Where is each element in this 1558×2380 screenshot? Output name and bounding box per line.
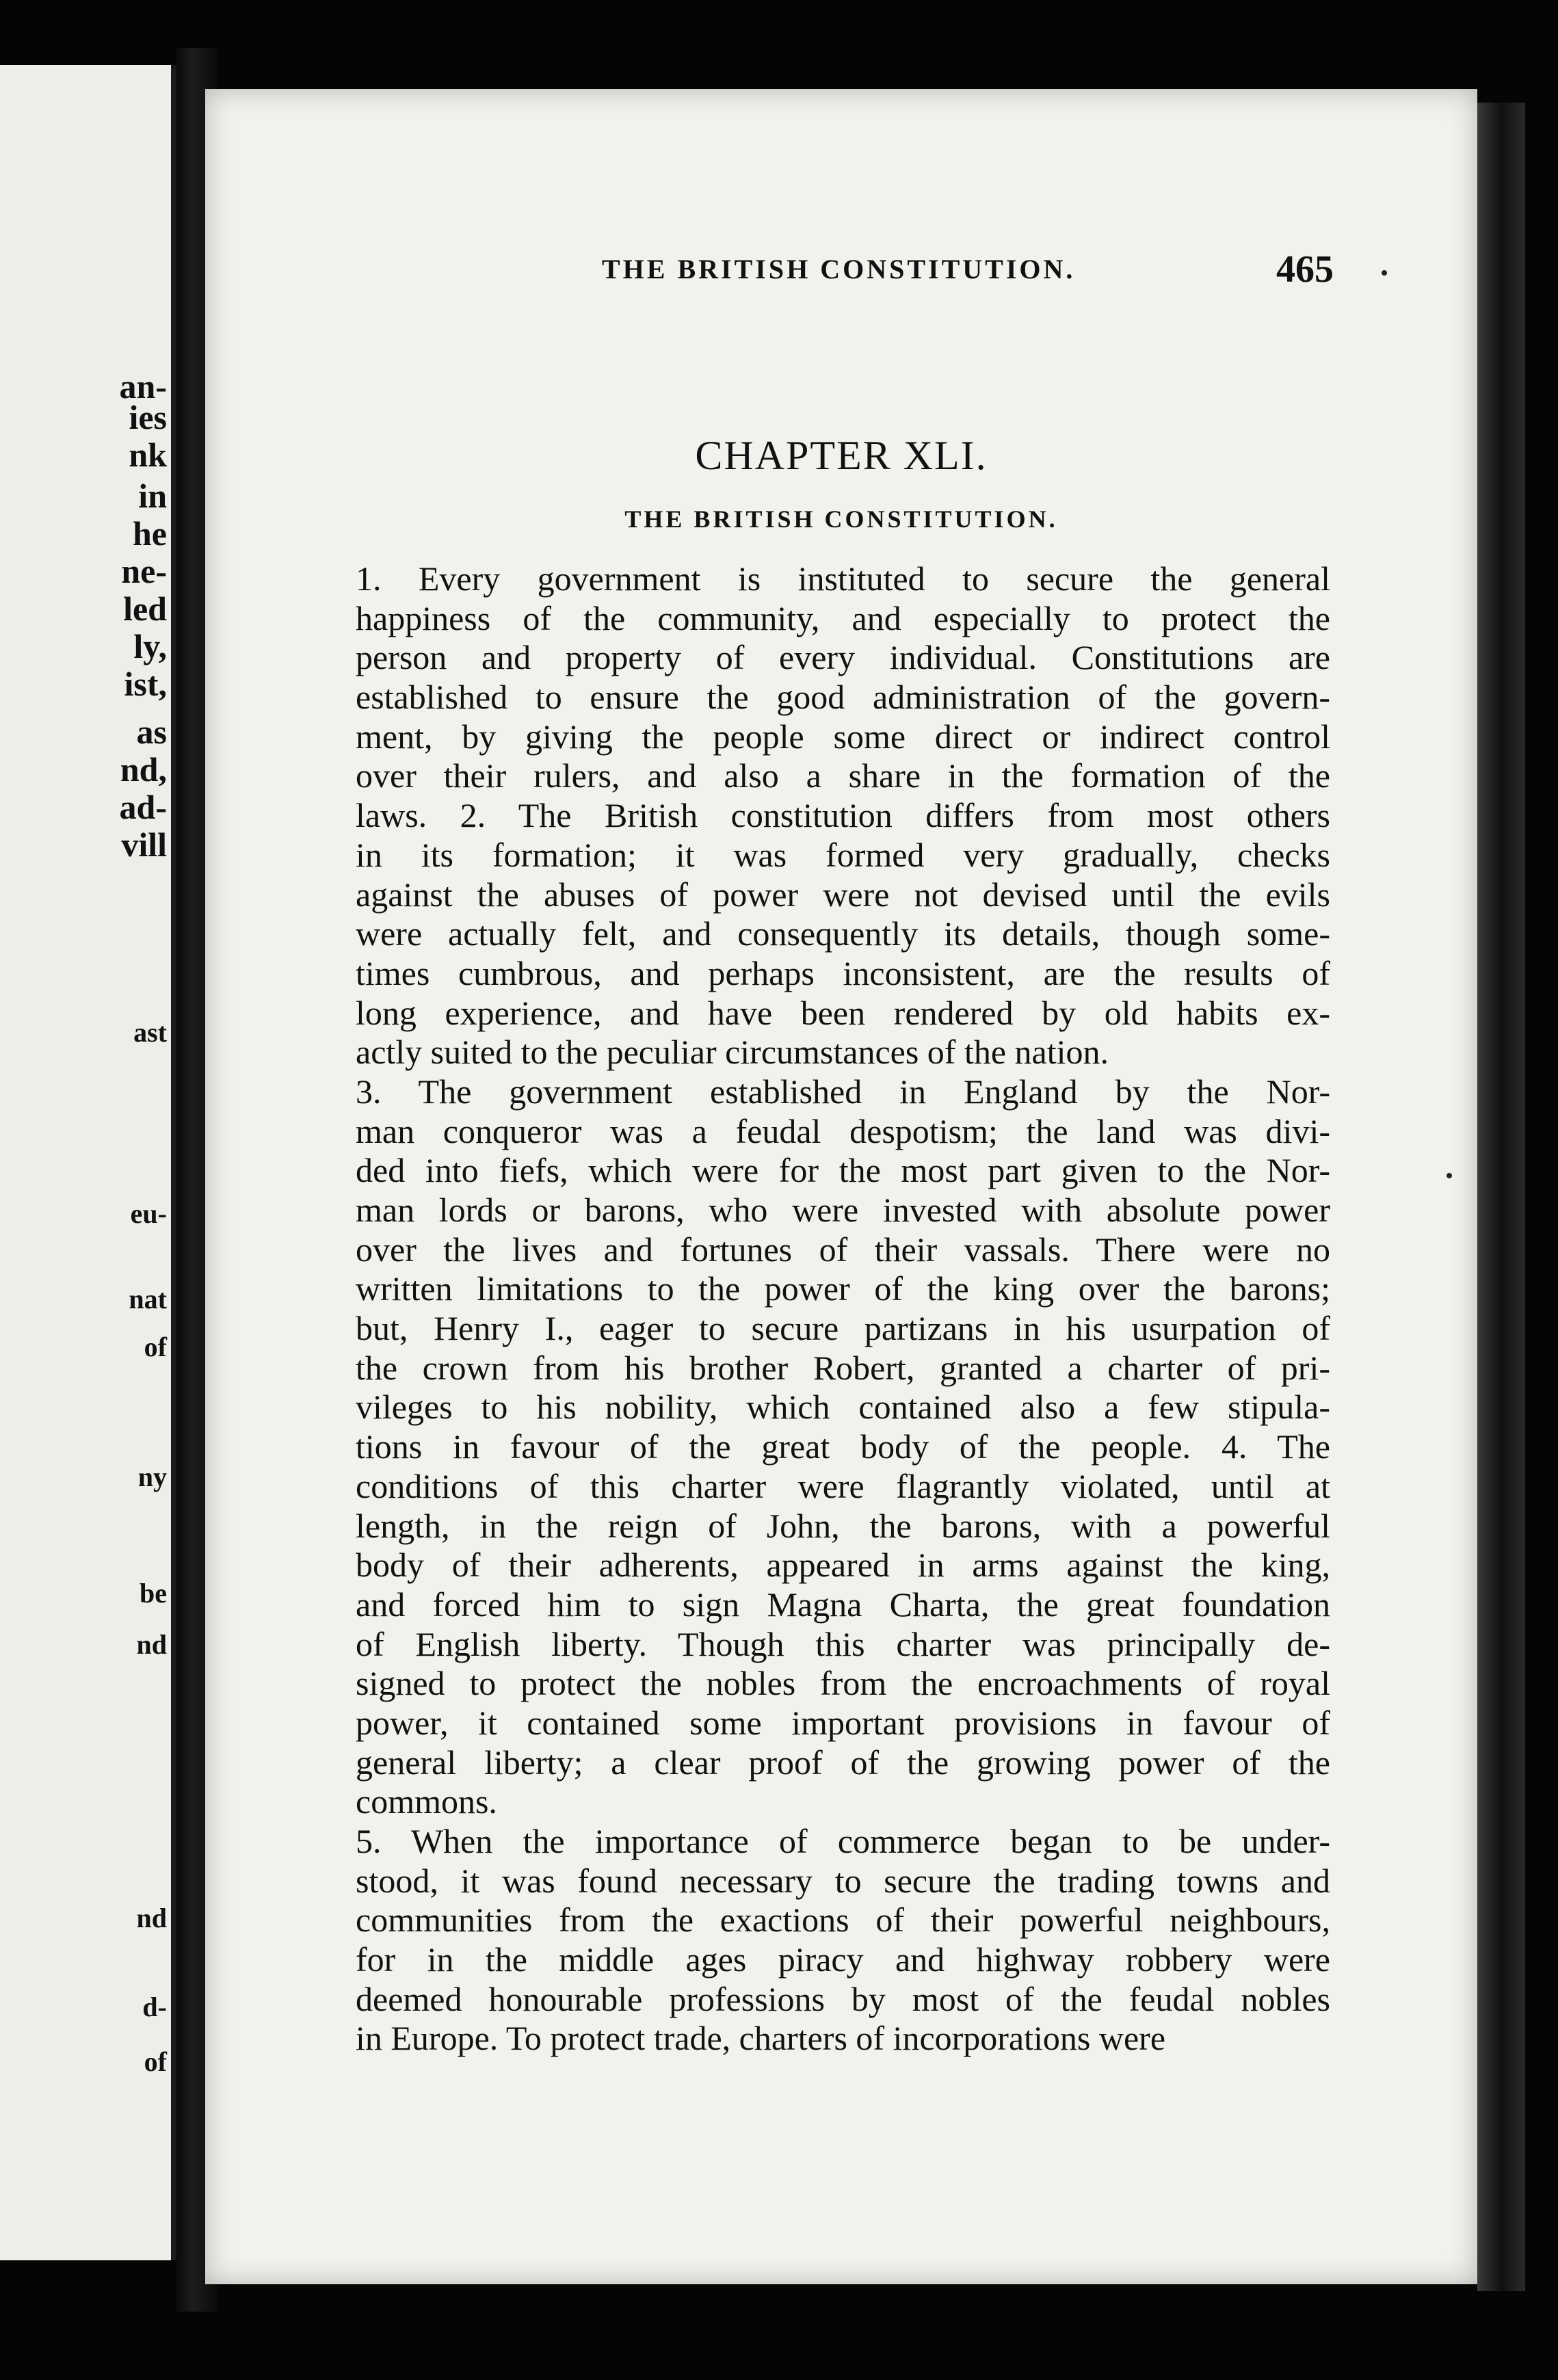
chapter-title: CHAPTER XLI. [695,433,988,478]
text-line: were actually felt, and consequently its details, though some- [356,914,1330,953]
text-line: in Europe. To protect trade, charters of incorporations were [356,2019,1166,2058]
text-line: the crown from his brother Robert, granted a charter of pri- [356,1348,1330,1387]
text-line: signed to protect the nobles from the encroachments of royal [356,1664,1330,1703]
text-line: conditions of this charter were flagrantly violated, until at [356,1466,1330,1505]
text-line: length, in the reign of John, the barons, with a powerful [356,1506,1330,1545]
text-line: written limitations to the power of the king over the barons; [356,1269,1330,1308]
left-page-fragment-text: nat [129,1284,167,1314]
text-line: general liberty; a clear proof of the growing power of the [356,1743,1330,1782]
text-line: power, it contained some important provisions in favour of [356,1703,1330,1742]
scan-speck [1447,1173,1452,1178]
text-line: ment, by giving the people some direct or indirect control [356,717,1330,756]
text-line: times cumbrous, and perhaps inconsistent, are the results of [356,953,1330,992]
page-number: 465 [1276,248,1334,291]
left-page-fragment-text: as [136,713,167,751]
chapter-subtitle: THE BRITISH CONSTITUTION. [624,505,1058,533]
left-page-fragment-text: eu- [130,1198,167,1229]
left-page-fragment-text: d- [142,1992,167,2022]
text-line: over their rulers, and also a share in the formation of the [356,756,1330,795]
text-line: actly suited to the peculiar circumstances of the nation. [356,1033,1109,1072]
text-line: but, Henry I., eager to secure partizans in his usurpation of [356,1309,1330,1348]
left-page-fragment-text: vill [121,825,167,864]
text-line: man lords or barons, who were invested with absolute power [356,1191,1330,1229]
left-page-fragment-text: nd, [120,750,167,789]
text-line: vileges to his nobility, which contained also a few stipula- [356,1388,1330,1427]
text-line: tions in favour of the great body of the people. 4. The [356,1427,1330,1466]
text-line: long experience, and have been rendered by old habits ex- [356,993,1330,1032]
text-line: communities from the exactions of their powerful neighbours, [356,1901,1330,1940]
left-page-fragment-text: an- [119,367,167,406]
text-line: body of their adherents, appeared in arms against the king, [356,1546,1330,1585]
text-line: over the lives and fortunes of their vassals. There were no [356,1230,1330,1269]
left-page-fragment-text: ny [137,1462,167,1492]
text-line: established to ensure the good administration of the govern- [356,678,1330,717]
left-page-fragment-text: ne- [121,552,167,590]
text-line: commons. [356,1782,497,1821]
text-line: 1. Every government is instituted to secure the general [356,559,1330,598]
scan-speck [1382,270,1387,276]
left-page-fragment-text: ast [133,1017,167,1048]
text-line: person and property of every individual. Constitutions are [356,638,1330,677]
text-line: deemed honourable professions by most of the feudal nobles [356,1979,1330,2018]
text-line: in its formation; it was formed very gradually, checks [356,835,1330,874]
left-page-fragment-text: nd [136,1629,167,1660]
text-line: for in the middle ages piracy and highway robbery were [356,1940,1330,1979]
left-page-fragment-text: ly, [133,627,167,665]
body-text [356,559,1330,2059]
left-page-fragment-text: in [138,477,167,515]
left-page-fragment-text: of [144,2046,167,2077]
text-line: stood, it was found necessary to secure the trading towns and [356,1861,1330,1900]
left-page-fragment-text: ist, [124,665,167,703]
left-page-fragment-text: ies [129,398,167,436]
text-line: and forced him to sign Magna Charta, the great foundation [356,1585,1330,1624]
text-line: laws. 2. The British constitution differs from most others [356,796,1330,835]
running-head-title: THE BRITISH CONSTITUTION. [602,254,1076,285]
text-line: 5. When the importance of commerce began to be under- [356,1822,1330,1860]
text-line: against the abuses of power were not devised until the evils [356,875,1330,914]
left-page-fragment-text: ad- [119,788,167,826]
left-page-fragment-text: be [140,1578,167,1609]
text-line: man conqueror was a feudal despotism; the land was divi- [356,1111,1330,1150]
page-edge-shadow [1477,103,1525,2291]
text-line: ded into fiefs, which were for the most part given to the Nor- [356,1151,1330,1190]
text-line: of English liberty. Though this charter was principally de- [356,1624,1330,1663]
text-line: happiness of the community, and especially to protect the [356,598,1330,637]
left-page-fragment-text: nd [136,1903,167,1933]
left-page-fragment [0,65,181,2260]
left-page-fragment-text: he [133,514,167,553]
left-page-fragment-text: nk [129,436,167,474]
text-line: 3. The government established in England by the Nor- [356,1072,1330,1111]
left-page-fragment-text: of [144,1332,167,1362]
left-page-fragment-text: led [123,590,167,628]
